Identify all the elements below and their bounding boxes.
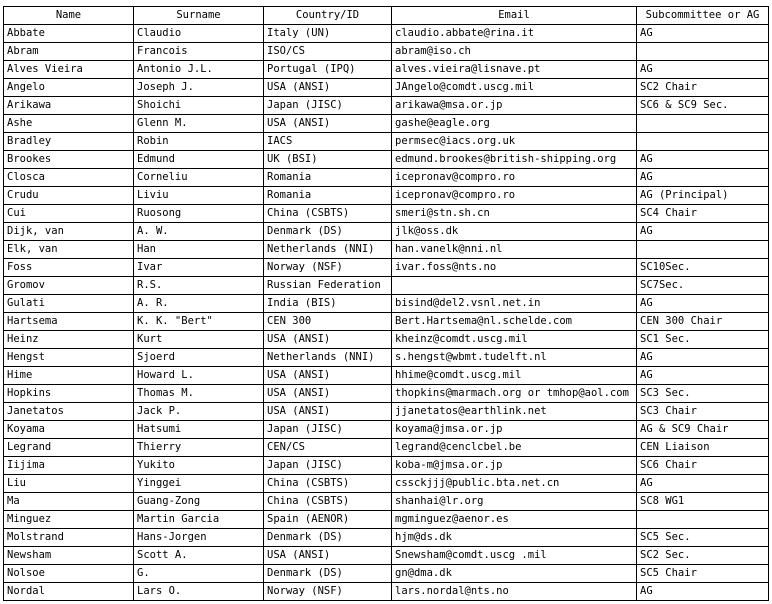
cell-email: legrand@cenclcbel.be: [392, 439, 637, 457]
cell-name: Liu: [4, 475, 134, 493]
cell-email: s.hengst@wbmt.tudelft.nl: [392, 349, 637, 367]
cell-surname: Scott A.: [134, 547, 264, 565]
header-country: Country/ID: [264, 7, 392, 25]
table-row: [4, 583, 769, 601]
cell-country: China (CSBTS): [264, 205, 392, 223]
cell-subcommittee: [637, 43, 769, 61]
header-row: [4, 7, 769, 25]
cell-name: Bradley: [4, 133, 134, 151]
cell-name: Hopkins: [4, 385, 134, 403]
cell-country: UK (BSI): [264, 151, 392, 169]
cell-country: India (BIS): [264, 295, 392, 313]
table-row: [4, 97, 769, 115]
cell-surname: Joseph J.: [134, 79, 264, 97]
table-row: [4, 565, 769, 583]
cell-email: han.vanelk@nni.nl: [392, 241, 637, 259]
cell-name: Newsham: [4, 547, 134, 565]
table-row: [4, 133, 769, 151]
cell-name: Koyama: [4, 421, 134, 439]
cell-subcommittee: SC4 Chair: [637, 205, 769, 223]
cell-name: Nordal: [4, 583, 134, 601]
cell-name: Abram: [4, 43, 134, 61]
cell-country: Romania: [264, 187, 392, 205]
cell-email: ivar.foss@nts.no: [392, 259, 637, 277]
table-row: [4, 421, 769, 439]
cell-name: Minguez: [4, 511, 134, 529]
cell-subcommittee: AG: [637, 367, 769, 385]
table-row: [4, 223, 769, 241]
cell-subcommittee: AG: [637, 25, 769, 43]
cell-name: Ma: [4, 493, 134, 511]
cell-subcommittee: SC6 Chair: [637, 457, 769, 475]
cell-email: JAngelo@comdt.uscg.mil: [392, 79, 637, 97]
cell-country: Japan (JISC): [264, 457, 392, 475]
cell-name: Arikawa: [4, 97, 134, 115]
cell-surname: Shoichi: [134, 97, 264, 115]
cell-country: USA (ANSI): [264, 79, 392, 97]
cell-name: Elk, van: [4, 241, 134, 259]
cell-surname: K. K. "Bert": [134, 313, 264, 331]
cell-name: Legrand: [4, 439, 134, 457]
cell-surname: Han: [134, 241, 264, 259]
cell-email: Snewsham@comdt.uscg .mil: [392, 547, 637, 565]
cell-surname: Liviu: [134, 187, 264, 205]
cell-subcommittee: CEN Liaison: [637, 439, 769, 457]
cell-subcommittee: SC10Sec.: [637, 259, 769, 277]
cell-name: Ashe: [4, 115, 134, 133]
table-row: [4, 511, 769, 529]
cell-email: gn@dma.dk: [392, 565, 637, 583]
cell-name: Nolsoe: [4, 565, 134, 583]
cell-email: koba-m@jmsa.or.jp: [392, 457, 637, 475]
cell-surname: Ruosong: [134, 205, 264, 223]
cell-surname: Hans-Jorgen: [134, 529, 264, 547]
cell-subcommittee: AG & SC9 Chair: [637, 421, 769, 439]
cell-subcommittee: [637, 511, 769, 529]
table-row: [4, 529, 769, 547]
cell-surname: Thomas M.: [134, 385, 264, 403]
cell-email: bisind@del2.vsnl.net.in: [392, 295, 637, 313]
cell-subcommittee: AG: [637, 295, 769, 313]
cell-subcommittee: SC2 Sec.: [637, 547, 769, 565]
cell-country: USA (ANSI): [264, 331, 392, 349]
cell-surname: Antonio J.L.: [134, 61, 264, 79]
cell-country: Russian Federation: [264, 277, 392, 295]
cell-email: icepronav@compro.ro: [392, 169, 637, 187]
cell-surname: Hatsumi: [134, 421, 264, 439]
cell-subcommittee: SC2 Chair: [637, 79, 769, 97]
table-row: [4, 169, 769, 187]
cell-country: USA (ANSI): [264, 367, 392, 385]
cell-name: Cui: [4, 205, 134, 223]
cell-country: USA (ANSI): [264, 385, 392, 403]
cell-surname: Corneliu: [134, 169, 264, 187]
cell-email: shanhai@lr.org: [392, 493, 637, 511]
cell-name: Iijima: [4, 457, 134, 475]
cell-name: Hime: [4, 367, 134, 385]
cell-name: Hengst: [4, 349, 134, 367]
cell-surname: Robin: [134, 133, 264, 151]
cell-surname: Yukito: [134, 457, 264, 475]
cell-subcommittee: [637, 115, 769, 133]
cell-name: Gromov: [4, 277, 134, 295]
cell-surname: Guang-Zong: [134, 493, 264, 511]
cell-name: Molstrand: [4, 529, 134, 547]
cell-subcommittee: AG: [637, 61, 769, 79]
header-subcommittee: Subcommittee or AG: [637, 7, 769, 25]
cell-country: China (CSBTS): [264, 475, 392, 493]
cell-surname: Edmund: [134, 151, 264, 169]
header-email: Email: [392, 7, 637, 25]
cell-email: [392, 277, 637, 295]
cell-name: Gulati: [4, 295, 134, 313]
cell-email: gashe@eagle.org: [392, 115, 637, 133]
cell-name: Crudu: [4, 187, 134, 205]
cell-email: arikawa@msa.or.jp: [392, 97, 637, 115]
cell-subcommittee: SC5 Chair: [637, 565, 769, 583]
cell-country: Netherlands (NNI): [264, 241, 392, 259]
cell-subcommittee: SC1 Sec.: [637, 331, 769, 349]
cell-country: Italy (UN): [264, 25, 392, 43]
table-row: [4, 349, 769, 367]
cell-country: Portugal (IPQ): [264, 61, 392, 79]
table-row: [4, 295, 769, 313]
cell-subcommittee: CEN 300 Chair: [637, 313, 769, 331]
cell-email: lars.nordal@nts.no: [392, 583, 637, 601]
cell-name: Abbate: [4, 25, 134, 43]
cell-country: China (CSBTS): [264, 493, 392, 511]
header-name: Name: [4, 7, 134, 25]
cell-subcommittee: [637, 241, 769, 259]
cell-email: hhime@comdt.uscg.mil: [392, 367, 637, 385]
cell-name: Alves Vieira: [4, 61, 134, 79]
cell-name: Angelo: [4, 79, 134, 97]
cell-name: Closca: [4, 169, 134, 187]
cell-country: Spain (AENOR): [264, 511, 392, 529]
cell-subcommittee: AG: [637, 475, 769, 493]
table-row: [4, 367, 769, 385]
cell-subcommittee: SC5 Sec.: [637, 529, 769, 547]
cell-surname: G.: [134, 565, 264, 583]
cell-surname: Glenn M.: [134, 115, 264, 133]
cell-surname: Ivar: [134, 259, 264, 277]
cell-email: Bert.Hartsema@nl.schelde.com: [392, 313, 637, 331]
cell-subcommittee: [637, 133, 769, 151]
cell-email: icepronav@compro.ro: [392, 187, 637, 205]
table-row: [4, 151, 769, 169]
table-row: [4, 115, 769, 133]
cell-country: IACS: [264, 133, 392, 151]
cell-email: hjm@ds.dk: [392, 529, 637, 547]
cell-email: smeri@stn.sh.cn: [392, 205, 637, 223]
table-row: [4, 403, 769, 421]
cell-surname: Claudio: [134, 25, 264, 43]
cell-country: Netherlands (NNI): [264, 349, 392, 367]
cell-subcommittee: SC6 & SC9 Sec.: [637, 97, 769, 115]
cell-surname: Jack P.: [134, 403, 264, 421]
cell-subcommittee: AG: [637, 169, 769, 187]
cell-name: Hartsema: [4, 313, 134, 331]
cell-subcommittee: AG: [637, 349, 769, 367]
table-row: [4, 493, 769, 511]
cell-country: ISO/CS: [264, 43, 392, 61]
cell-subcommittee: AG (Principal): [637, 187, 769, 205]
cell-subcommittee: AG: [637, 151, 769, 169]
cell-country: Denmark (DS): [264, 565, 392, 583]
table-row: [4, 475, 769, 493]
cell-surname: Howard L.: [134, 367, 264, 385]
table-row: [4, 25, 769, 43]
cell-surname: A. W.: [134, 223, 264, 241]
cell-country: CEN/CS: [264, 439, 392, 457]
cell-country: Japan (JISC): [264, 421, 392, 439]
table-row: [4, 61, 769, 79]
cell-surname: Lars O.: [134, 583, 264, 601]
cell-country: Japan (JISC): [264, 97, 392, 115]
table-row: [4, 385, 769, 403]
cell-country: CEN 300: [264, 313, 392, 331]
cell-email: koyama@jmsa.or.jp: [392, 421, 637, 439]
cell-subcommittee: AG: [637, 223, 769, 241]
cell-surname: Yinggei: [134, 475, 264, 493]
cell-name: Dijk, van: [4, 223, 134, 241]
table-row: [4, 331, 769, 349]
table-row: [4, 439, 769, 457]
cell-subcommittee: AG: [637, 583, 769, 601]
cell-subcommittee: SC3 Sec.: [637, 385, 769, 403]
cell-email: thopkins@marmach.org or tmhop@aol.com: [392, 385, 637, 403]
cell-email: kheinz@comdt.uscg.mil: [392, 331, 637, 349]
cell-surname: Martin Garcia: [134, 511, 264, 529]
cell-name: Janetatos: [4, 403, 134, 421]
header-surname: Surname: [134, 7, 264, 25]
cell-email: mgminguez@aenor.es: [392, 511, 637, 529]
cell-subcommittee: SC3 Chair: [637, 403, 769, 421]
cell-surname: Francois: [134, 43, 264, 61]
cell-subcommittee: SC8 WG1: [637, 493, 769, 511]
cell-surname: A. R.: [134, 295, 264, 313]
table-row: [4, 277, 769, 295]
cell-email: edmund.brookes@british-shipping.org: [392, 151, 637, 169]
cell-email: cssckjjj@public.bta.net.cn: [392, 475, 637, 493]
cell-country: USA (ANSI): [264, 547, 392, 565]
table-row: [4, 79, 769, 97]
cell-email: abram@iso.ch: [392, 43, 637, 61]
cell-country: Romania: [264, 169, 392, 187]
cell-surname: R.S.: [134, 277, 264, 295]
cell-name: Heinz: [4, 331, 134, 349]
table-row: [4, 259, 769, 277]
table-row: [4, 547, 769, 565]
table-row: [4, 313, 769, 331]
cell-email: jlk@oss.dk: [392, 223, 637, 241]
table-row: [4, 205, 769, 223]
table-row: [4, 43, 769, 61]
cell-surname: Kurt: [134, 331, 264, 349]
cell-email: permsec@iacs.org.uk: [392, 133, 637, 151]
table-row: [4, 187, 769, 205]
cell-country: USA (ANSI): [264, 403, 392, 421]
cell-surname: Sjoerd: [134, 349, 264, 367]
cell-subcommittee: SC7Sec.: [637, 277, 769, 295]
cell-country: USA (ANSI): [264, 115, 392, 133]
cell-country: Norway (NSF): [264, 259, 392, 277]
cell-surname: Thierry: [134, 439, 264, 457]
cell-email: alves.vieira@lisnave.pt: [392, 61, 637, 79]
cell-email: claudio.abbate@rina.it: [392, 25, 637, 43]
cell-country: Denmark (DS): [264, 223, 392, 241]
member-table: [3, 6, 769, 601]
cell-country: Denmark (DS): [264, 529, 392, 547]
cell-email: jjanetatos@earthlink.net: [392, 403, 637, 421]
table-row: [4, 457, 769, 475]
cell-name: Foss: [4, 259, 134, 277]
table-row: [4, 241, 769, 259]
cell-country: Norway (NSF): [264, 583, 392, 601]
table-body: [4, 25, 769, 601]
cell-name: Brookes: [4, 151, 134, 169]
